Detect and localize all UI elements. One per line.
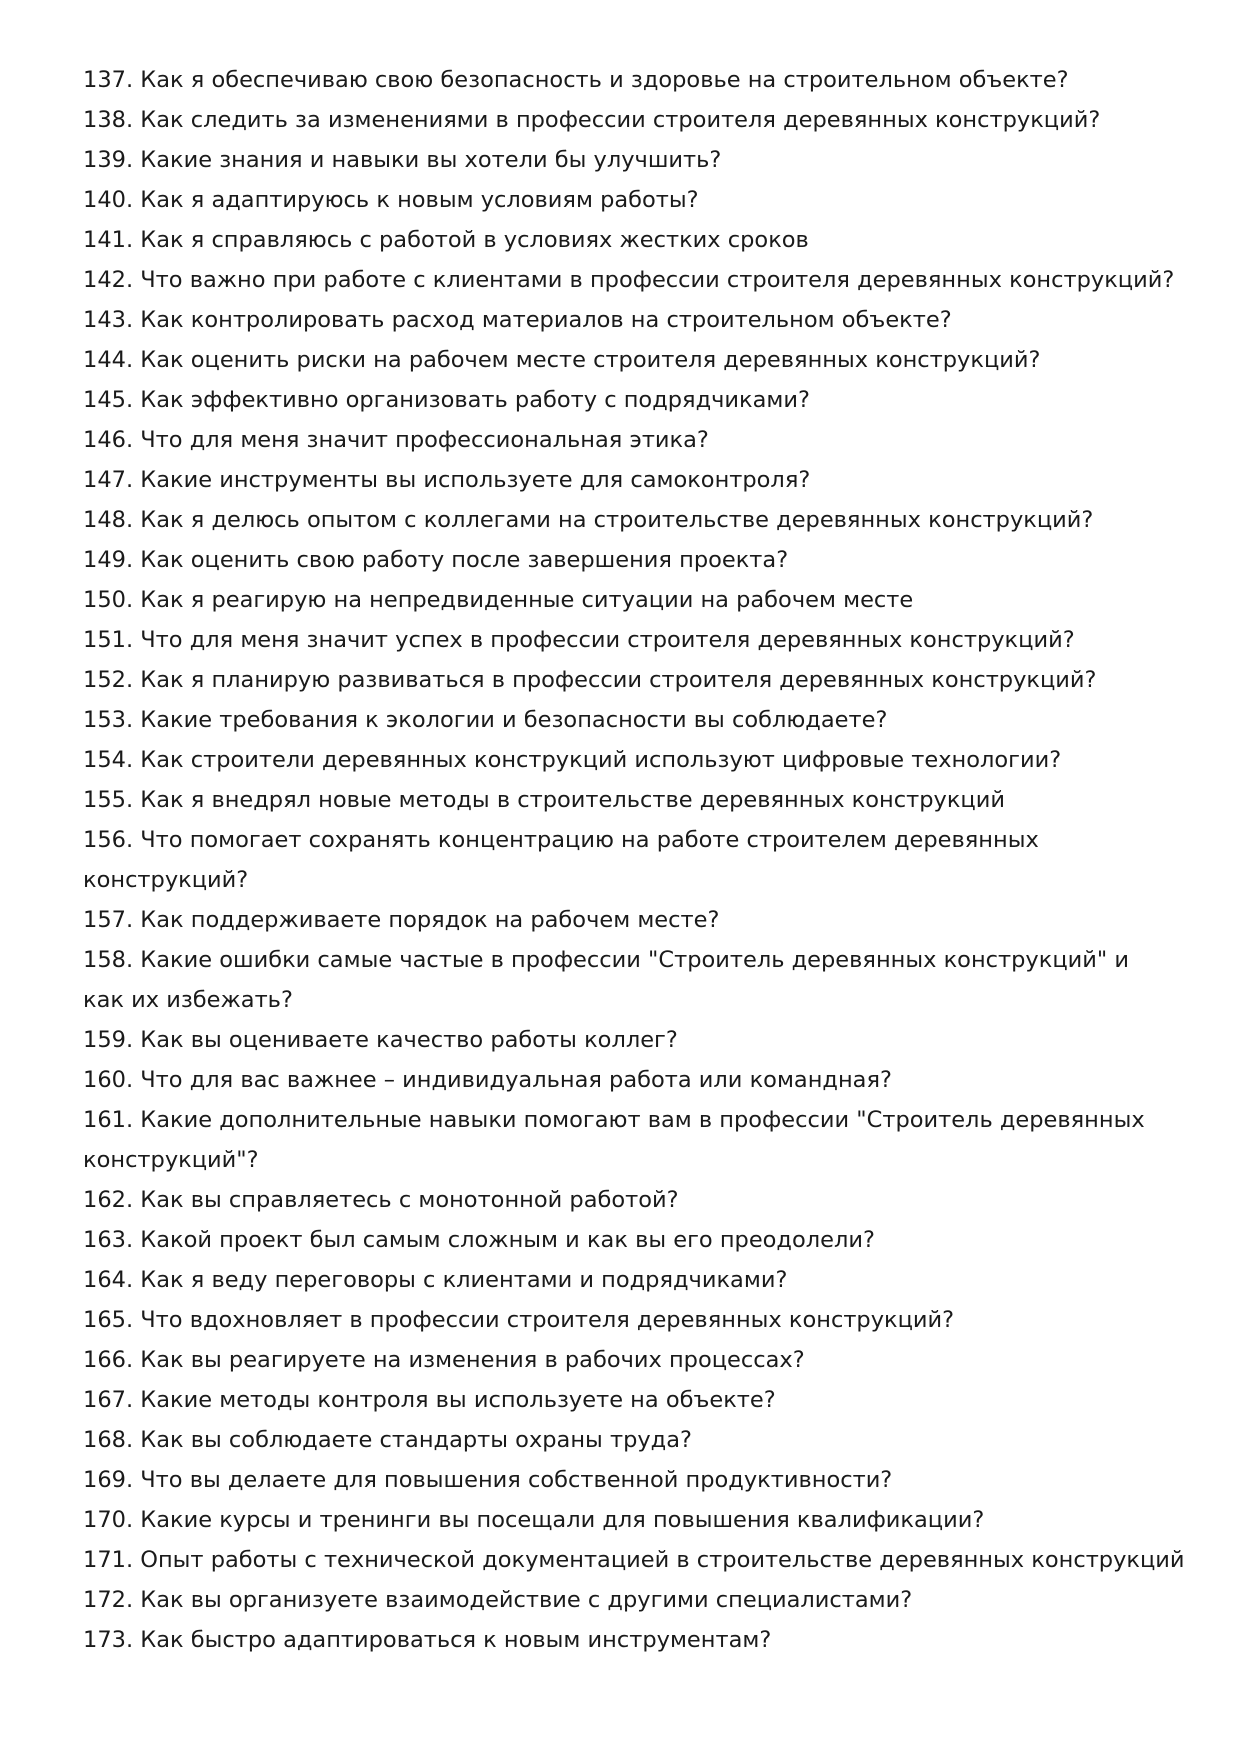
list-item: 146. Что для меня значит профессиональная этика? [83, 427, 709, 453]
list-item: 154. Как строители деревянных конструкций используют цифровые технологии? [83, 747, 1062, 773]
list-item: 170. Какие курсы и тренинги вы посещали для повышения квалификации? [83, 1507, 985, 1533]
question-list [83, 60, 1185, 1660]
list-item: 153. Какие требования к экологии и безопасности вы соблюдаете? [83, 707, 888, 733]
list-item: 152. Как я планирую развиваться в профессии строителя деревянных конструкций? [83, 667, 1097, 693]
list-item: 145. Как эффективно организовать работу с подрядчиками? [83, 387, 810, 413]
list-item: 172. Как вы организуете взаимодействие с другими специалистами? [83, 1587, 913, 1613]
list-item: 142. Что важно при работе с клиентами в профессии строителя деревянных конструкций? [83, 267, 1175, 293]
list-item: 138. Как следить за изменениями в профессии строителя деревянных конструкций? [83, 107, 1101, 133]
list-item: 168. Как вы соблюдаете стандарты охраны труда? [83, 1427, 692, 1453]
list-item: 158. Какие ошибки самые частые в профессии "Строитель деревянных конструкций" и как их избежать? [83, 947, 1130, 1013]
list-item: 155. Как я внедрял новые методы в строительстве деревянных конструкций [83, 787, 1005, 813]
list-item: 171. Опыт работы с технической документацией в строительстве деревянных конструкций [83, 1547, 1185, 1573]
list-item: 139. Какие знания и навыки вы хотели бы улучшить? [83, 147, 722, 173]
list-item: 156. Что помогает сохранять концентрацию на работе строителем деревянных конструкций? [83, 827, 1039, 893]
list-item: 157. Как поддерживаете порядок на рабочем месте? [83, 907, 720, 933]
list-item: 166. Как вы реагируете на изменения в рабочих процессах? [83, 1347, 805, 1373]
list-item: 143. Как контролировать расход материалов на строительном объекте? [83, 307, 952, 333]
list-item: 149. Как оценить свою работу после завершения проекта? [83, 547, 789, 573]
list-item: 167. Какие методы контроля вы используете на объекте? [83, 1387, 776, 1413]
list-item: 151. Что для меня значит успех в профессии строителя деревянных конструкций? [83, 627, 1075, 653]
list-item: 141. Как я справляюсь с работой в условиях жестких сроков [83, 227, 809, 253]
list-item: 164. Как я веду переговоры с клиентами и подрядчиками? [83, 1267, 788, 1293]
list-item: 163. Какой проект был самым сложным и как вы его преодолели? [83, 1227, 875, 1253]
list-item: 147. Какие инструменты вы используете для самоконтроля? [83, 467, 811, 493]
list-item: 173. Как быстро адаптироваться к новым инструментам? [83, 1627, 772, 1653]
list-item: 161. Какие дополнительные навыки помогают вам в профессии "Строитель деревянных конструкций"? [83, 1107, 1145, 1173]
list-item: 148. Как я делюсь опытом с коллегами на строительстве деревянных конструкций? [83, 507, 1094, 533]
list-item: 150. Как я реагирую на непредвиденные ситуации на рабочем месте [83, 587, 914, 613]
list-item: 162. Как вы справляетесь с монотонной работой? [83, 1187, 679, 1213]
list-item: 165. Что вдохновляет в профессии строителя деревянных конструкций? [83, 1307, 955, 1333]
list-item: 144. Как оценить риски на рабочем месте строителя деревянных конструкций? [83, 347, 1041, 373]
list-item: 140. Как я адаптируюсь к новым условиям работы? [83, 187, 699, 213]
list-item: 160. Что для вас важнее – индивидуальная работа или командная? [83, 1067, 892, 1093]
list-item: 169. Что вы делаете для повышения собственной продуктивности? [83, 1467, 893, 1493]
list-item: 137. Как я обеспечиваю свою безопасность и здоровье на строительном объекте? [83, 67, 1069, 93]
list-item: 159. Как вы оцениваете качество работы коллег? [83, 1027, 678, 1053]
